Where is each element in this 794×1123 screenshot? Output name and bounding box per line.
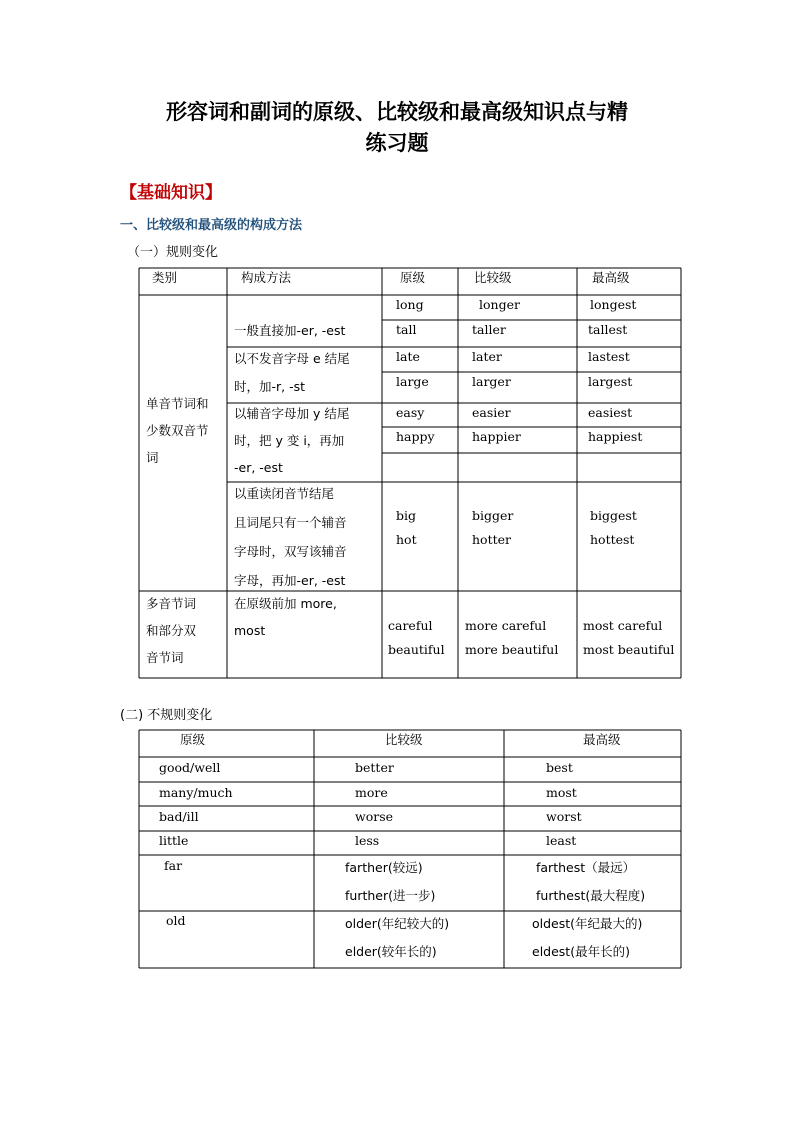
t2-word: old [166, 913, 186, 928]
t2-old-superlative: oldest(年纪最大的) eldest(最年长的) [532, 916, 643, 959]
t2-word: most [546, 785, 577, 800]
t1-header-category: 类别 [152, 270, 178, 285]
t1-header-method: 构成方法 [241, 270, 292, 285]
t2-word: worst [546, 809, 582, 824]
t1-word: happier [472, 429, 521, 444]
subheading: 一、比较级和最高级的构成方法 [120, 218, 303, 233]
t1-word: larger [472, 374, 511, 389]
t1-word: large [396, 374, 429, 389]
t1-word: long [396, 297, 424, 312]
t1-header-comparative: 比较级 [474, 270, 512, 285]
t1-word: longer [479, 297, 520, 312]
t2-far-comparative: farther(较远) further(进一步) [345, 860, 436, 903]
t1-method-5: 在原级前加 more, most [234, 596, 337, 638]
t2-header-positive: 原级 [180, 732, 206, 747]
t1-word: longest [590, 297, 637, 312]
t1-word: largest [588, 374, 633, 389]
t2-word: far [164, 858, 183, 873]
t2-far-superlative: farthest（最远） furthest(最大程度) [536, 860, 646, 903]
t2-word: best [546, 760, 573, 775]
t1-word: easier [472, 405, 511, 420]
t2-word: good/well [159, 760, 221, 775]
t1-word: biggest [590, 508, 637, 523]
t1-word: lastest [588, 349, 630, 364]
t1-word: big [396, 508, 417, 523]
t1-word: tall [396, 322, 417, 337]
t1-word: happiest [588, 429, 643, 444]
section-heading: 【基础知识】 [120, 183, 222, 203]
t2-word: least [546, 833, 577, 848]
t2-word: little [159, 833, 189, 848]
t1-word: easiest [588, 405, 633, 420]
t2-word: better [355, 760, 394, 775]
t2-header-comparative: 比较级 [385, 732, 423, 747]
t1-word: tallest [588, 322, 628, 337]
t2-word: less [355, 833, 380, 848]
title-line-2: 练习题 [365, 131, 429, 155]
t1-header-superlative: 最高级 [592, 270, 630, 285]
part1-label: （一）规则变化 [127, 245, 219, 260]
t2-word: many/much [159, 785, 233, 800]
t1-word: careful [388, 618, 433, 633]
t1-word: most beautiful [583, 642, 675, 657]
t1-word: more beautiful [465, 642, 559, 657]
t1-word: easy [396, 405, 425, 420]
t1-method-4: 以重读闭音节结尾 且词尾只有一个辅音 字母时，双写该辅音 字母，再加-er, -est [234, 486, 347, 588]
t1-method-1: 一般直接加-er, -est [234, 323, 346, 338]
t2-word: bad/ill [159, 809, 199, 824]
t1-category-2: 多音节词 和部分双 音节词 [146, 596, 197, 665]
t1-method-2: 以不发音字母 e 结尾 时，加-r, -st [234, 351, 350, 394]
title-line-1: 形容词和副词的原级、比较级和最高级知识点与精 [166, 100, 628, 124]
t1-word: hotter [472, 532, 511, 547]
part2-label: (二) 不规则变化 [120, 708, 213, 723]
t2-word: worse [355, 809, 394, 824]
t1-word: hot [396, 532, 417, 547]
t1-word: late [396, 349, 420, 364]
t1-word: later [472, 349, 502, 364]
t1-word: more careful [465, 618, 547, 633]
t2-header-superlative: 最高级 [583, 732, 621, 747]
t2-word: more [355, 785, 388, 800]
t1-method-3: 以辅音字母加 y 结尾 时，把 y 变 i，再加 -er, -est [234, 406, 350, 475]
t1-word: most careful [583, 618, 663, 633]
t1-word: taller [472, 322, 506, 337]
t2-old-comparative: older(年纪较大的) elder(较年长的) [345, 916, 450, 959]
t1-word: hottest [590, 532, 635, 547]
t1-word: happy [396, 429, 435, 444]
t1-word: bigger [472, 508, 514, 523]
t1-header-positive: 原级 [400, 270, 426, 285]
t1-category-1: 单音节词和 少数双音节 词 [146, 396, 209, 465]
t1-word: beautiful [388, 642, 445, 657]
